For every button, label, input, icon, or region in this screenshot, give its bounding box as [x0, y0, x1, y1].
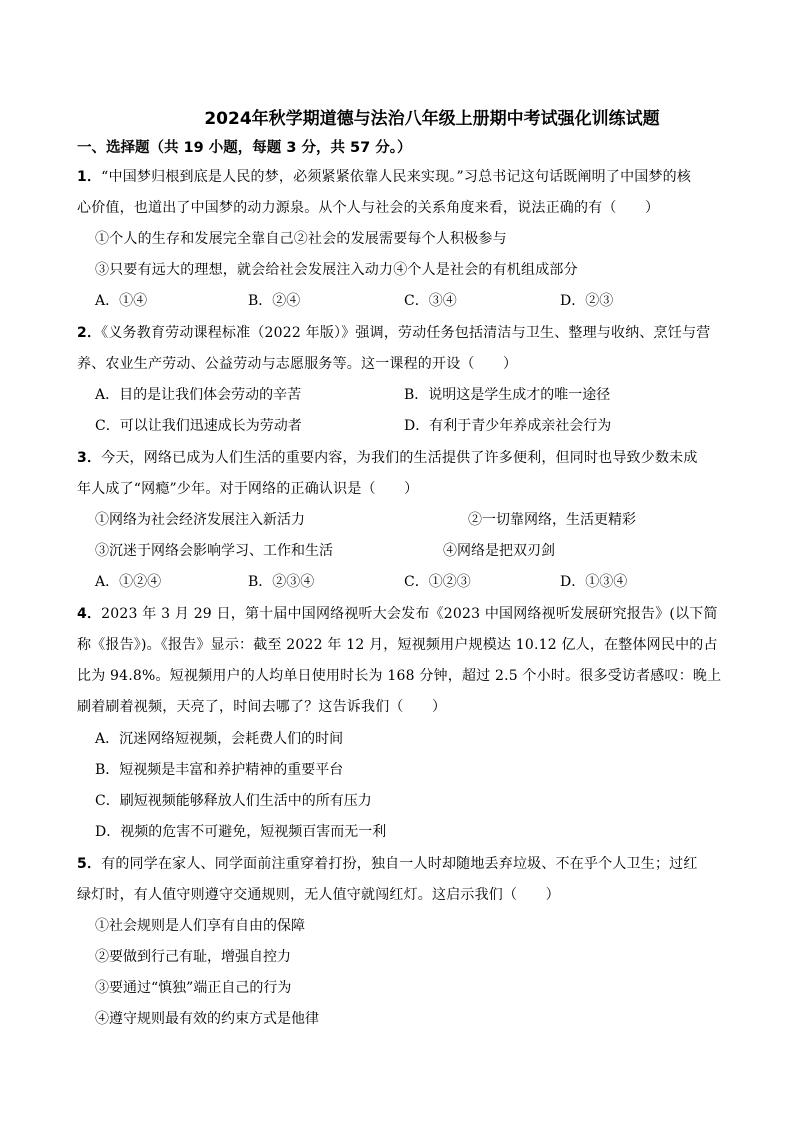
question-3-item-2: ②一切靠网络，生活更精彩	[468, 512, 636, 528]
question-1-line-2: 心价值，也道出了中国梦的动力源泉。从个人与社会的关系角度来看，说法正确的有（ ）	[77, 200, 660, 216]
question-number: 4．	[77, 606, 102, 622]
question-2-option-c[interactable]: C．可以让我们迅速成长为劳动者	[95, 418, 302, 434]
question-3-item-3: ③沉迷于网络会影响学习、工作和生活	[95, 543, 333, 559]
question-1-option-d[interactable]: D．②③	[560, 293, 614, 309]
question-5-item-4: ④遵守规则最有效的约束方式是他律	[95, 1011, 319, 1027]
exam-title: 2024年秋学期道德与法治八年级上册期中考试强化训练试题	[204, 109, 660, 129]
question-4-option-c[interactable]: C．刷短视频能够释放人们生活中的所有压力	[95, 793, 372, 809]
question-1-item-a: ①个人的生存和发展完全靠自己②社会的发展需要每个人积极参与	[95, 231, 507, 247]
question-2-option-b[interactable]: B．说明这是学生成才的唯一途径	[404, 387, 611, 403]
question-text: “中国梦归根到底是人民的梦，必须紧紧依靠人民来实现。”习总书记这句话既阐明了中国梦的核	[101, 169, 692, 185]
question-text: 《义务教育劳动课程标准（2022 年版）》强调，劳动任务包括清洁与卫生、整理与收纳、烹饪与营	[101, 325, 711, 341]
question-1-option-a[interactable]: A．①④	[95, 293, 148, 309]
question-1-line-1	[77, 166, 717, 186]
question-5-item-2: ②要做到行己有耻，增强自控力	[95, 949, 291, 965]
question-4-option-d[interactable]: D．视频的危害不可避免，短视频百害而无一利	[95, 824, 387, 840]
question-4-option-a[interactable]: A．沉迷网络短视频，会耗费人们的时间	[95, 731, 344, 747]
question-4-line-2: 称《报告》)。《报告》显示：截至 2022 年 12 月，短视频用户规模达 10.12 亿人，在整体网民中的占	[77, 637, 718, 653]
question-text: 今天，网络已成为人们生活的重要内容，为我们的生活提供了许多便利，但同时也导致少数未成	[101, 450, 698, 466]
question-3-option-c[interactable]: C．①②③	[404, 574, 471, 590]
question-number: 2．	[77, 325, 102, 341]
question-2-line-1	[77, 322, 717, 342]
question-text: 有的同学在家人、同学面前注重穿着打扮，独自一人时却随地丢弃垃圾、不在乎个人卫生；过红	[101, 856, 698, 872]
question-3-option-d[interactable]: D．①③④	[560, 574, 628, 590]
question-1-option-b[interactable]: B．②④	[248, 293, 301, 309]
question-3-option-a[interactable]: A．①②④	[95, 574, 162, 590]
question-2-line-2: 养、农业生产劳动、公益劳动与志愿服务等。这一课程的开设（ ）	[77, 356, 518, 372]
question-5-item-3: ③要通过“慎独”端正自己的行为	[95, 980, 292, 996]
question-3-line-2: 年人成了“网瘾”少年。对于网络的正确认识是（ ）	[77, 481, 419, 497]
question-number: 5．	[77, 856, 102, 872]
question-1-option-c[interactable]: C．③④	[404, 293, 457, 309]
question-1-item-b: ③只要有远大的理想，就会给社会发展注入动力④个人是社会的有机组成部分	[95, 262, 578, 278]
question-text: 2023 年 3 月 29 日，第十届中国网络视听大会发布《2023 中国网络视听发展研究报告》(以下简	[101, 606, 718, 622]
section-heading: 一、选择题（共 19 小题，每题 3 分，共 57 分。）	[77, 140, 412, 156]
question-5-line-2: 绿灯时，有人值守则遵守交通规则，无人值守就闯红灯。这启示我们（ ）	[77, 887, 560, 903]
question-4-line-4: 刷着刷着视频，天亮了，时间去哪了？这告诉我们（ ）	[77, 699, 447, 715]
question-4-option-b[interactable]: B．短视频是丰富和养护精神的重要平台	[95, 762, 344, 778]
question-3-option-b[interactable]: B．②③④	[248, 574, 315, 590]
question-4-line-3: 比为 94.8%。短视频用户的人均单日使用时长为 168 分钟，超过 2.5 个小时。很多受访者感叹：晚上	[77, 668, 722, 684]
question-3-item-1: ①网络为社会经济发展注入新活力	[95, 512, 305, 528]
question-number: 3．	[77, 450, 102, 466]
question-3-line-1	[77, 447, 717, 467]
question-4-line-1	[77, 603, 717, 623]
question-2-option-d[interactable]: D．有利于青少年养成亲社会行为	[404, 418, 612, 434]
question-number: 1．	[77, 169, 102, 185]
question-5-item-1: ①社会规则是人们享有自由的保障	[95, 918, 305, 934]
question-2-option-a[interactable]: A．目的是让我们体会劳动的辛苦	[95, 387, 302, 403]
question-5-line-1	[77, 853, 717, 873]
question-3-item-4: ④网络是把双刃剑	[443, 543, 555, 559]
